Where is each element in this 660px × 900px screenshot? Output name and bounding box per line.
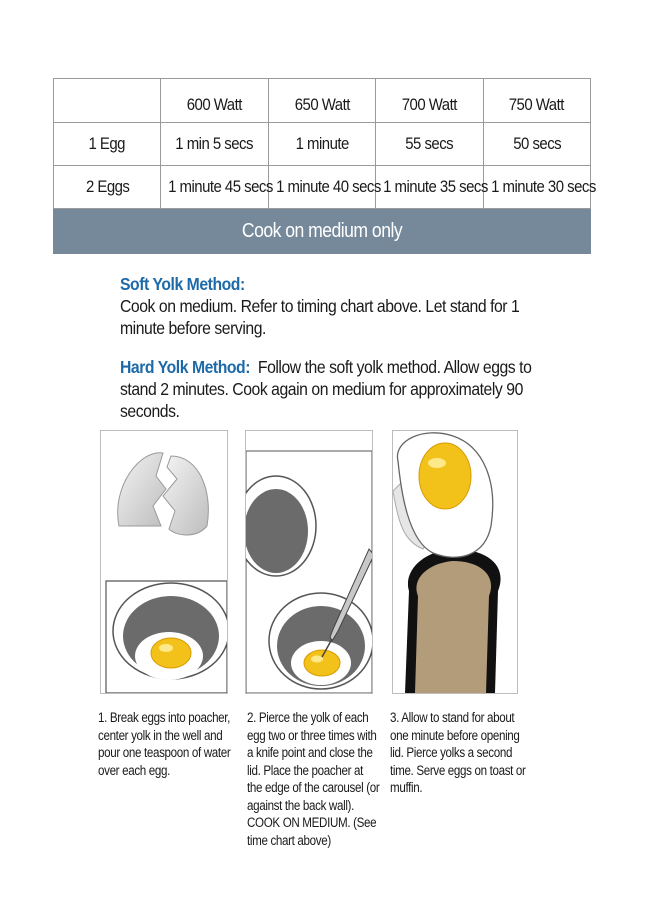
table-row: [54, 123, 591, 166]
cracked-egg-illustration: [100, 430, 228, 694]
table-row: [54, 166, 591, 209]
step-3-caption: 3. Allow to stand for about one minute before opening lid. Pierce yolks a second time. Serve eggs on toast or muffin.: [390, 710, 526, 795]
pierce-yolk-illustration: [245, 430, 373, 694]
soft-yolk-label: Soft Yolk Method:: [120, 274, 245, 294]
table-header-cell: 600 Watt: [161, 79, 268, 123]
hard-yolk-text: Follow the soft yolk method. Allow eggs to stand 2 minutes. Cook again on medium for approximately 90 seconds.: [120, 357, 532, 421]
table-header-cell: 650 Watt: [268, 79, 375, 123]
table-cell: 1 Egg: [54, 123, 161, 166]
step-2-caption: 2. Pierce the yolk of each egg two or three times with a knife point and close the lid. Place the poacher at the edge of the carousel (or against the back wall). COOK ON MEDIUM. (See time chart above): [247, 710, 380, 848]
table-cell: 2 Eggs: [54, 166, 161, 209]
egg-on-toast-illustration: [392, 430, 518, 694]
table-banner-row: [54, 209, 591, 254]
table-cell: 55 secs: [376, 123, 483, 166]
soft-yolk-method: [120, 273, 560, 339]
step-1-caption: 1. Break eggs into poacher, center yolk in the well and pour one teaspoon of water over each egg.: [98, 710, 231, 778]
table-header-cell: 700 Watt: [376, 79, 483, 123]
table-cell: 1 minute 40 secs: [268, 166, 375, 209]
soft-yolk-text: Cook on medium. Refer to timing chart above. Let stand for 1 minute before serving.: [120, 296, 520, 338]
table-cell: 1 min 5 secs: [161, 123, 268, 166]
table-header-row: [54, 79, 591, 123]
table-cell: 1 minute 30 secs: [483, 166, 590, 209]
table-header-cell: [54, 79, 161, 123]
hard-yolk-label: Hard Yolk Method:: [120, 357, 251, 377]
table-header-cell: 750 Watt: [483, 79, 590, 123]
cook-on-medium-banner: Cook on medium only: [54, 209, 591, 254]
hard-yolk-method: [120, 356, 560, 422]
table-cell: 1 minute 45 secs: [161, 166, 268, 209]
table-cell: 50 secs: [483, 123, 590, 166]
table-cell: 1 minute: [268, 123, 375, 166]
table-cell: 1 minute 35 secs: [376, 166, 483, 209]
cooking-time-table: [53, 78, 596, 254]
